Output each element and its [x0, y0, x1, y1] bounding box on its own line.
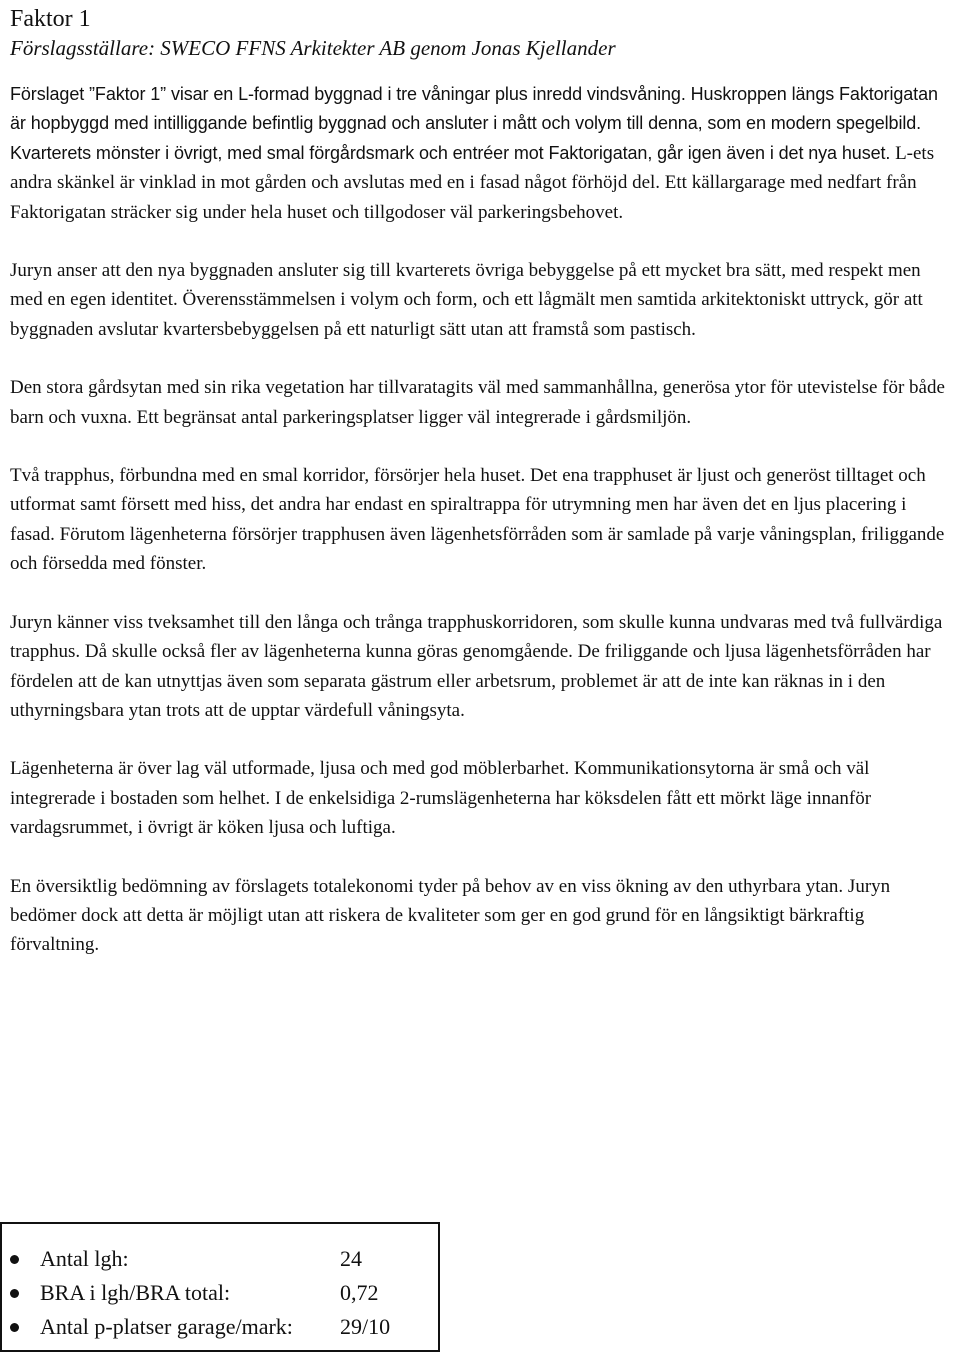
fact-row-bra-ratio: [2, 1276, 438, 1310]
paragraph-4: Två trapphus, förbundna med en smal korridor, försörjer hela huset. Det ena trapphuset är ljust och generöst tilltaget och utformat samt försett med hiss, det andra har endast en spiraltrappa för utrymning men har även det en ljus placering i fasad. Förutom lägenheterna försörjer trapphusen även lägenhetsförråden som är samlade på varje våningsplan, friliggande och försedda med fönster.: [10, 465, 945, 575]
bullet-icon: [10, 1289, 19, 1298]
paragraph-2: Juryn anser att den nya byggnaden ansluter sig till kvarterets övriga bebyggelse på ett mycket bra sätt, med respekt men med en egen identitet. Överensstämmelsen i volym och form, och ett lågmält men samtida arkitektoniskt uttryck, gör att byggnaden avslutar kvartersbebyggelsen på ett naturligt sätt utan att framstå som pastisch.: [10, 260, 923, 340]
facts-box: [0, 1222, 440, 1352]
paragraph-7: En översiktlig bedömning av förslagets totalekonomi tyder på behov av en viss ökning av den uthyrbara ytan. Juryn bedömer dock att detta är möjligt utan att riskera de kvaliteter som ger en god grund för en långsiktigt bärkraftig förvaltning.: [10, 875, 891, 956]
fact-label: BRA i lgh/BRA total:: [40, 1280, 231, 1305]
fact-row-parking: [2, 1310, 438, 1344]
bullet-icon: [10, 1323, 19, 1332]
fact-label: Antal p-platser garage/mark:: [40, 1314, 293, 1339]
paragraph-1: [10, 80, 954, 227]
fact-row-apartments: [2, 1242, 438, 1276]
document-subtitle: Förslagsställare: SWECO FFNS Arkitekter AB genom Jonas Kjellander: [10, 36, 616, 60]
document-title: Faktor 1: [10, 6, 91, 32]
paragraph-6: Lägenheterna är över lag väl utformade, ljusa och med god möblerbarhet. Kommunikationsytorna är små och väl integrerade i bostaden som helhet. I de enkelsidiga 2-rumslägenheterna har köksdelen fått ett mörkt läge innanför vardagsrummet, i övrigt är köken ljusa och luftiga.: [10, 758, 872, 839]
fact-value: 29/10: [340, 1314, 391, 1339]
facts-list: [2, 1224, 438, 1344]
fact-value: 24: [340, 1246, 362, 1271]
paragraph-1-sans-text: Förslaget ”Faktor 1” visar en L-formad byggnad i tre våningar plus inredd vindsvåning. Huskroppen längs Faktorigatan är hopbyggd med intilliggande befintlig byggnad och ansluter i mått och volym till denna, som en modern spegelbild. Kvarterets mönster i övrigt, med smal förgårdsmark och entréer mot Faktorigatan, går igen även i det nya huset.: [10, 84, 938, 163]
fact-value: 0,72: [340, 1280, 379, 1305]
paragraph-3: Den stora gårdsytan med sin rika vegetation har tillvaratagits väl med sammanhållna, generösa ytor för utevistelse för både barn och vuxna. Ett begränsat antal parkeringsplatser ligger väl integrerade i gårdsmiljön.: [10, 377, 945, 428]
paragraph-1-serif-text: L-ets andra skänkel är vinklad in mot gården och avslutas med en i fasad något förhöjd del. Ett källargarage med nedfart från Faktorigatan sträcker sig under hela huset och tillgodoser väl parkeringsbehovet.: [10, 142, 935, 223]
document-page: [10, 4, 954, 989]
paragraph-5: Juryn känner viss tveksamhet till den långa och trånga trapphuskorridoren, som skulle kunna undvaras med två fullvärdiga trapphus. Då skulle också fler av lägenheterna kunna göras genomgående. De friliggande och ljusa lägenhetsförråden har fördelen att de kan utnyttjas även som separata gästrum eller arbetsrum, problemet är att de inte kan räknas in i den uthyrningsbara ytan trots att de upptar värdefull våningsyta.: [10, 611, 943, 721]
bullet-icon: [10, 1255, 19, 1264]
fact-label: Antal lgh:: [40, 1246, 129, 1271]
